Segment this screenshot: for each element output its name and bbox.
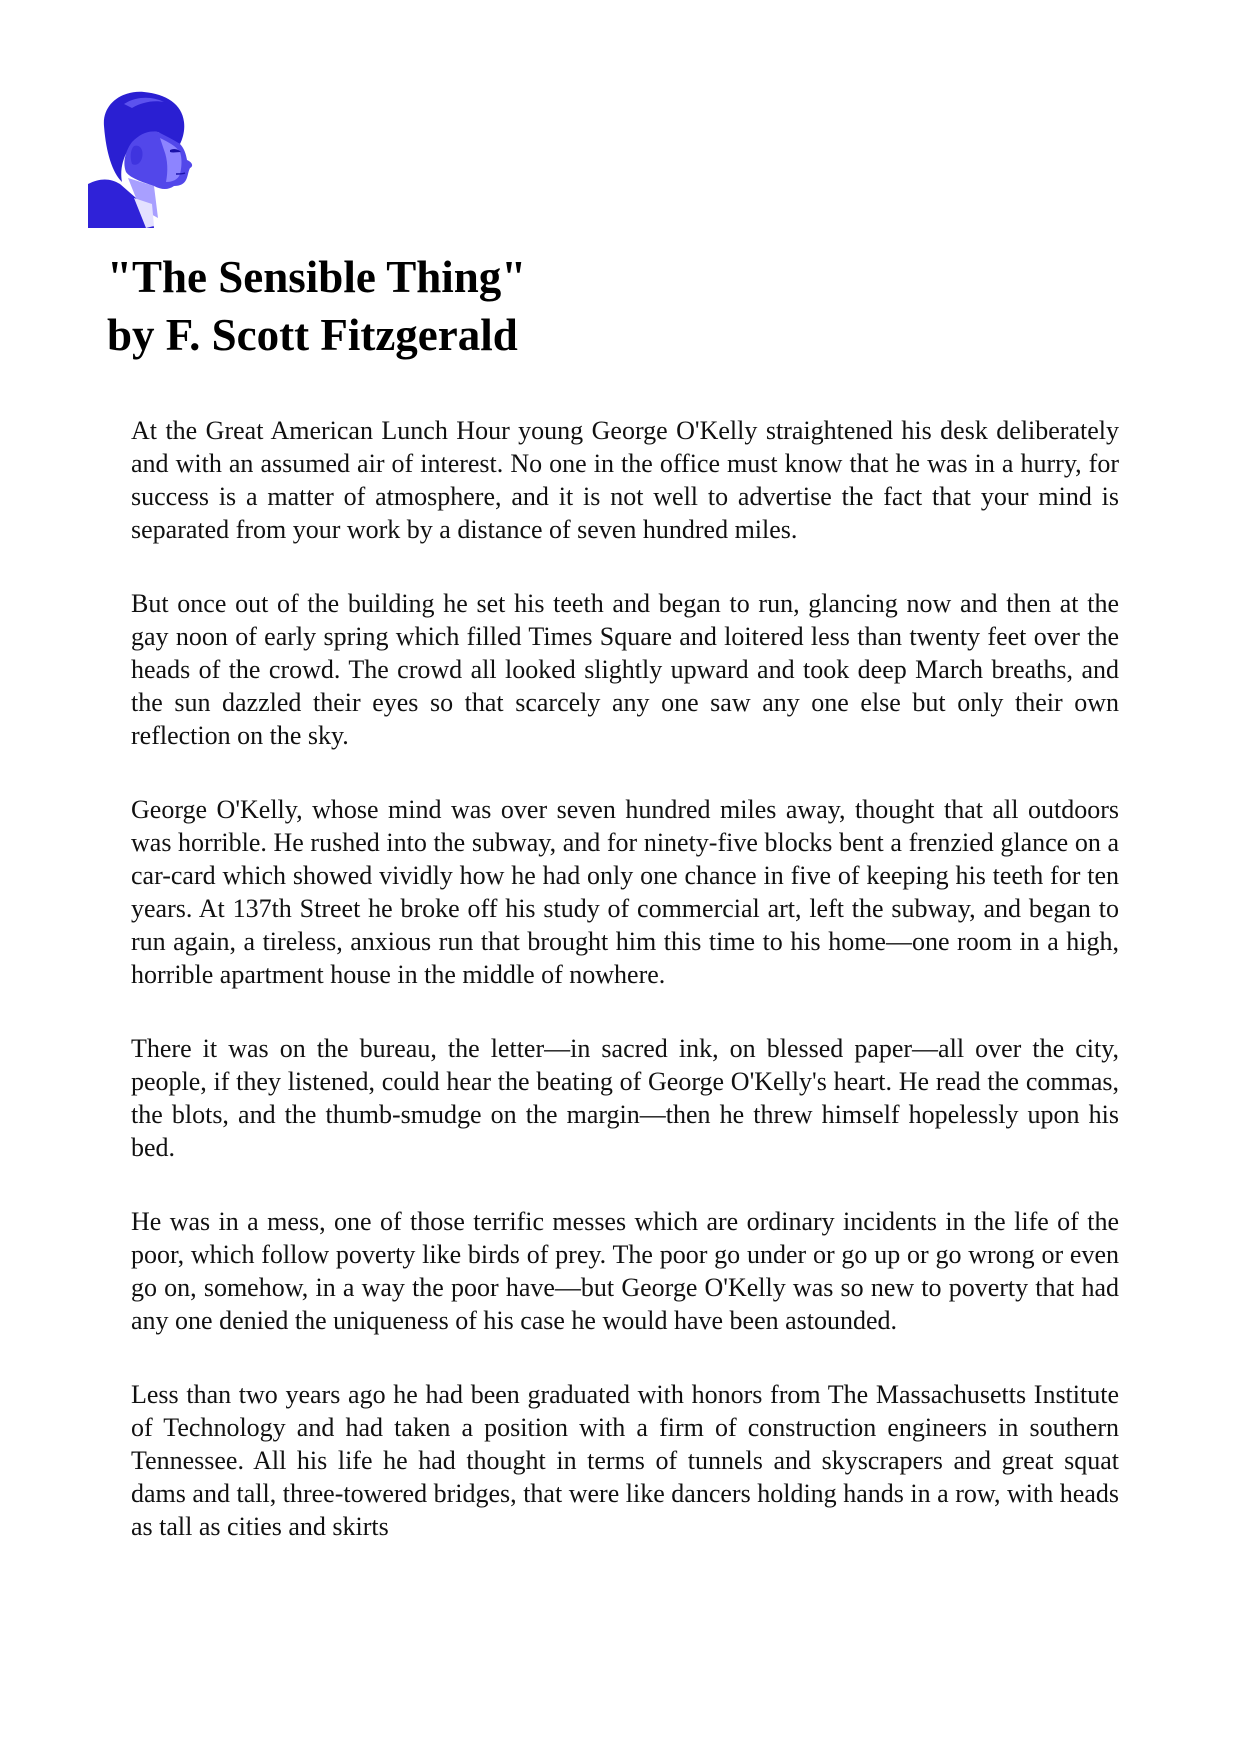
paragraph: Less than two years ago he had been graduated with honors from The Massachusetts Institute of Technology and had taken a position with a firm of construction engineers in southern Tennessee. All his life he had thought in terms of tunnels and skyscrapers and great squat dams and tall, three-towered bridges, that were like dancers holding hands in a row, with heads as tall as cities and skirts [131,1380,1119,1541]
author-byline: by F. Scott Fitzgerald [107,310,518,360]
document-title [107,248,526,364]
author-portrait-icon [88,86,200,228]
paragraph: But once out of the building he set his teeth and began to run, glancing now and then at the gay noon of early spring which filled Times Square and loitered less than twenty feet over the heads of the crowd. The crowd all looked slightly upward and took deep March breaths, and the sun dazzled their eyes so that scarcely any one saw any one else but only their own reflection on the sky. [131,589,1119,750]
paragraph: He was in a mess, one of those terrific messes which are ordinary incidents in the life of the poor, which follow poverty like birds of prey. The poor go under or go up or go wrong or even go on, somehow, in a way the poor have—but George O'Kelly was so new to poverty that had any one denied the uniqueness of his case he would have been astounded. [131,1207,1119,1335]
paragraph: At the Great American Lunch Hour young George O'Kelly straightened his desk deliberately and with an assumed air of interest. No one in the office must know that he was in a hurry, for success is a matter of atmosphere, and it is not well to advertise the fact that your mind is separated from your work by a distance of seven hundred miles. [131,416,1119,544]
paragraph: There it was on the bureau, the letter—in sacred ink, on blessed paper—all over the city, people, if they listened, could hear the beating of George O'Kelly's heart. He read the commas, the blots, and the thumb-smudge on the margin—then he threw himself hopelessly upon his bed. [131,1034,1119,1162]
author-portrait [88,86,200,228]
title-line: "The Sensible Thing" [107,252,527,302]
story-body [131,414,1119,1584]
paragraph: George O'Kelly, whose mind was over seven hundred miles away, thought that all outdoors was horrible. He rushed into the subway, and for ninety-five blocks bent a frenzied glance on a car-card which showed vividly how he had only one chance in five of keeping his teeth for ten years. At 137th Street he broke off his study of commercial art, left the subway, and began to run again, a tireless, anxious run that brought him this time to his home—one room in a high, horrible apartment house in the middle of nowhere. [131,795,1119,989]
